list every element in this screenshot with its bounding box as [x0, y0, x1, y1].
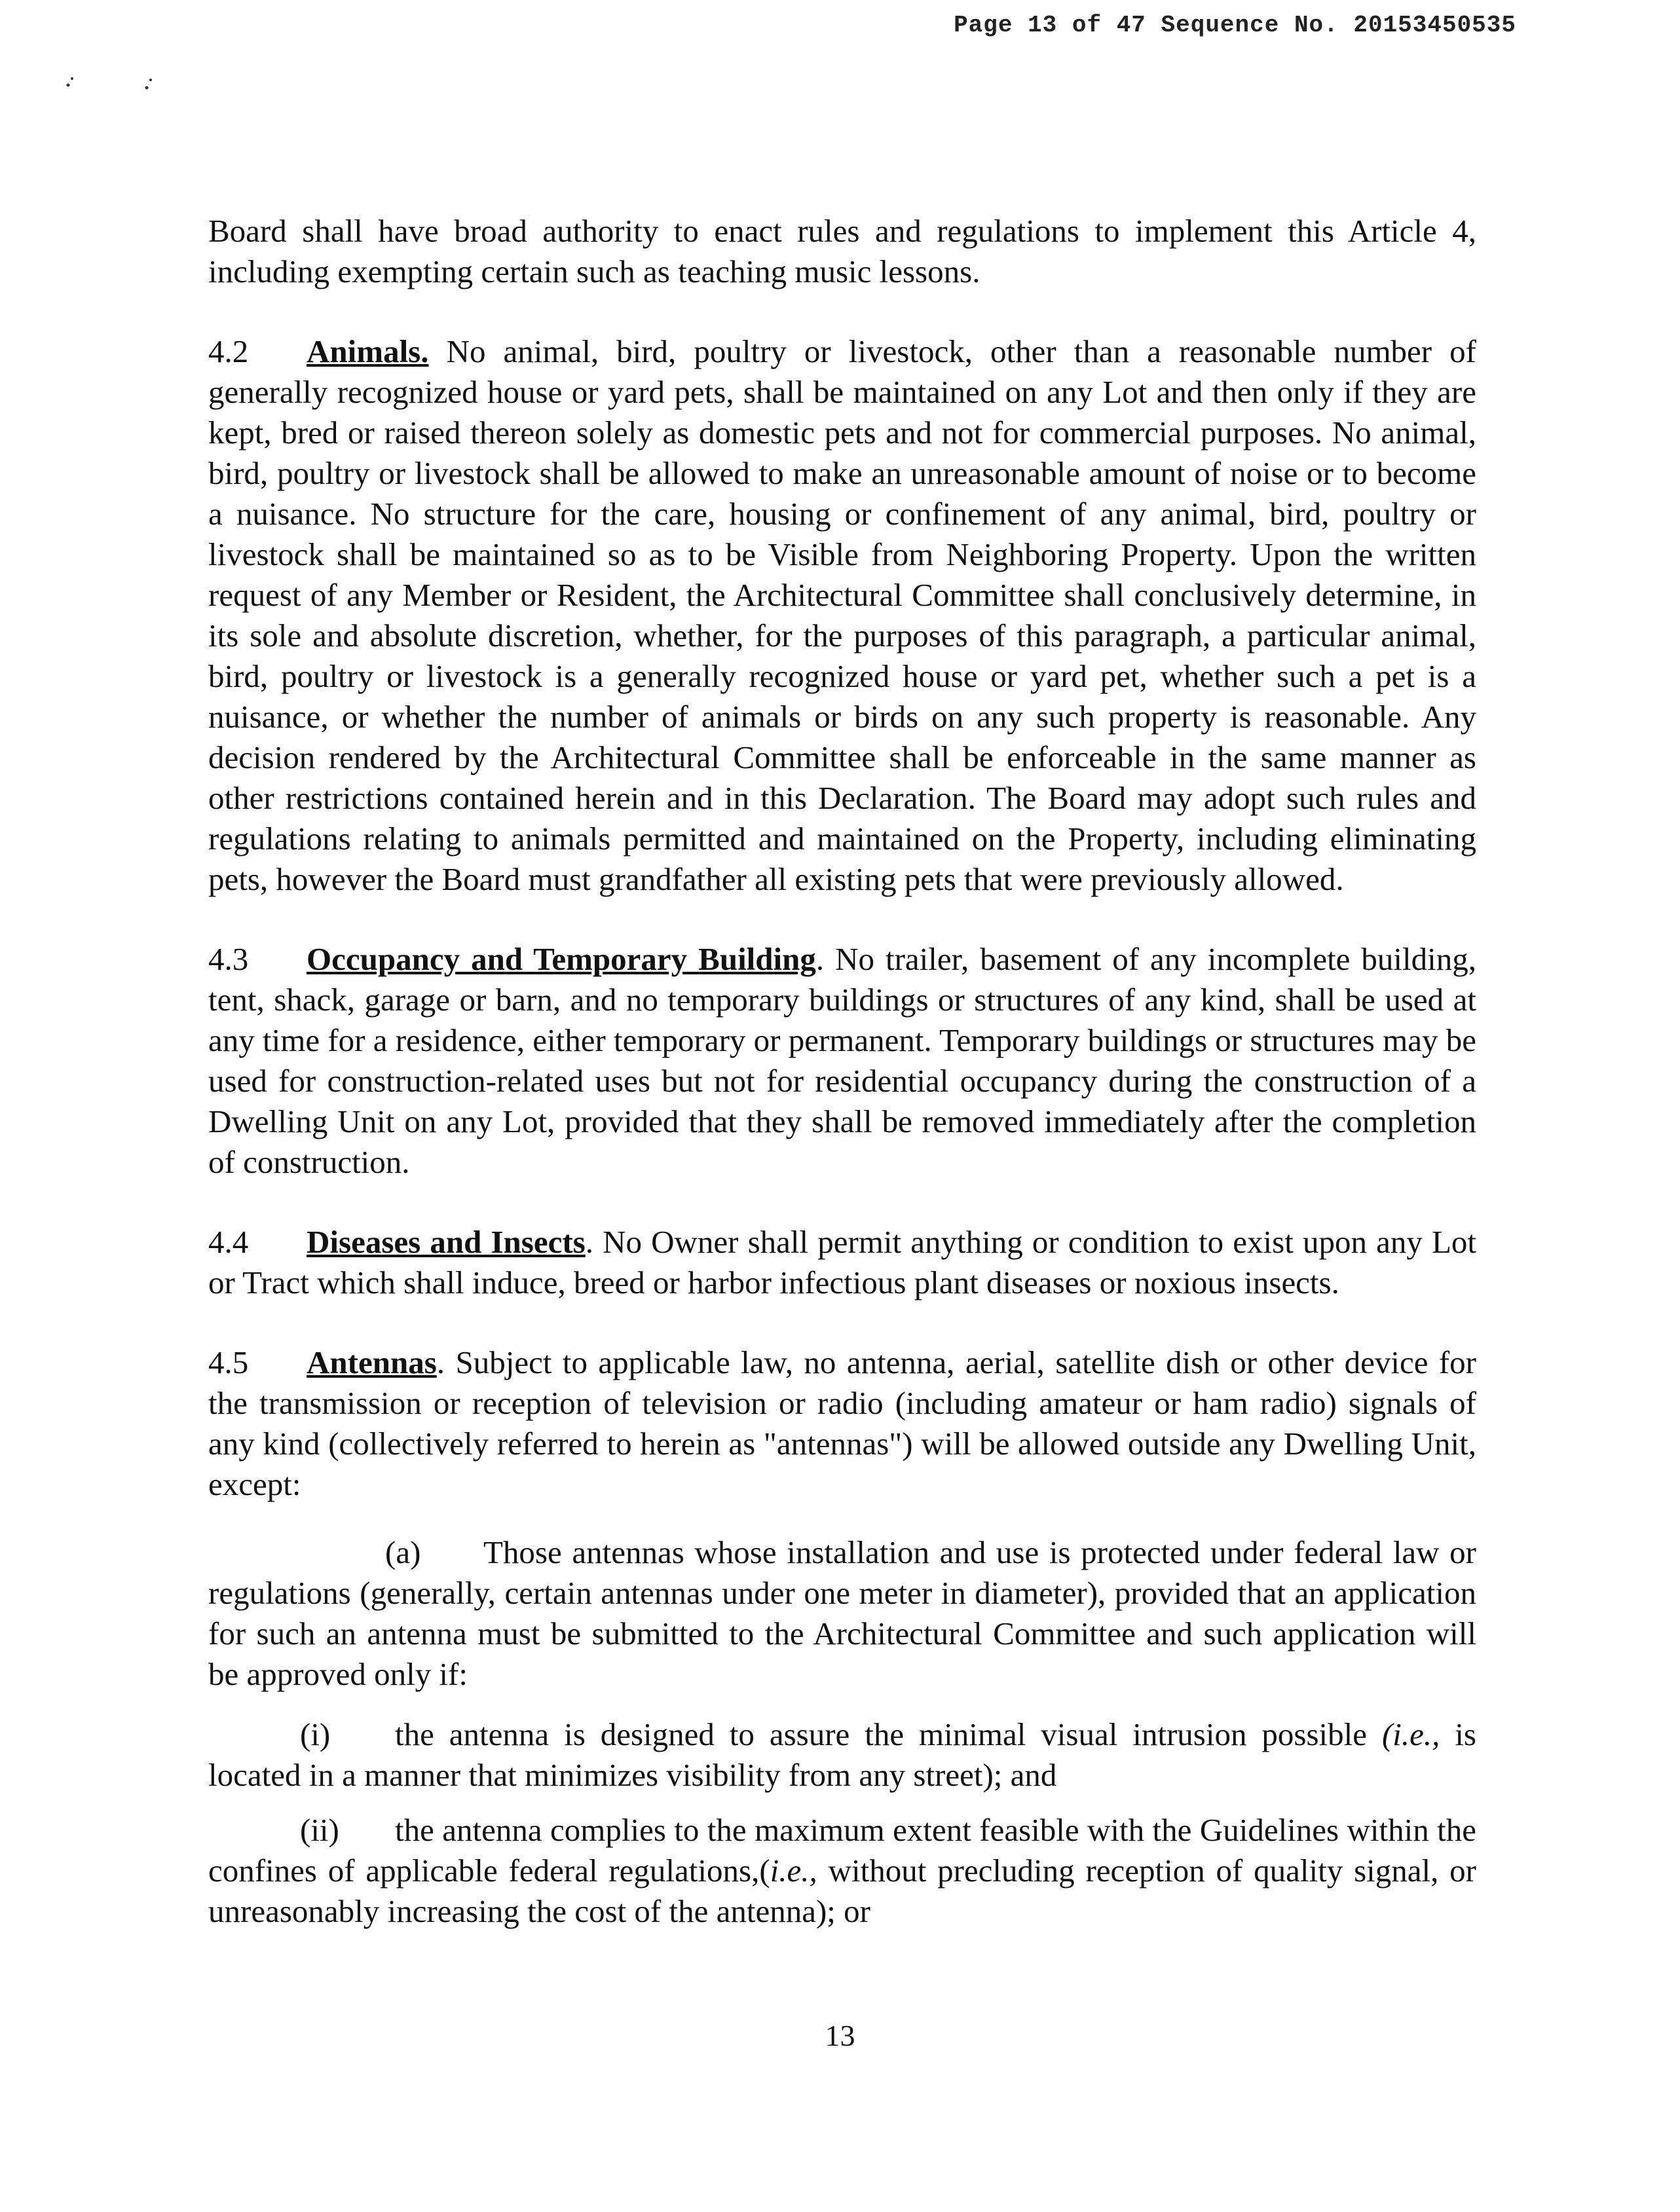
section-number: 4.3	[208, 941, 249, 977]
subitem-i	[208, 1714, 1476, 1796]
subitem-text: the antenna is designed to assure the minimal visual intrusion possible	[395, 1716, 1382, 1752]
section-body: . No Owner shall permit anything or condition to exist upon any Lot or Tract which shall induce, breed or harbor infectious plant diseases or noxious insects.	[208, 1224, 1476, 1300]
subitem-text: Those antennas whose installation and use is protected under federal law or regulations (generally, certain antennas under one meter in diameter), provided that an application for such an antenna must be submitted to the Architectural Committee and such application will be approved only if:	[208, 1534, 1476, 1692]
subitem-label: (i)	[300, 1716, 331, 1752]
section-4-5	[208, 1342, 1476, 1505]
subitem-ii	[208, 1810, 1476, 1932]
section-body: No animal, bird, poultry or livestock, other than a reasonable number of generally recognized house or yard pets, shall be maintained on any Lot and then only if they are kept, bred or raised thereon solely as domestic pets and not for commercial purposes. No animal, bird, poultry or livestock shall be allowed to make an unreasonable amount of noise or to become a nuisance. No structure for the care, housing or confinement of any animal, bird, poultry or livestock shall be maintained so as to be Visible from Neighboring Property. Upon the written request of any Member or Resident, the Architectural Committee shall conclusively determine, in its sole and absolute discretion, whether, for the purposes of this paragraph, a particular animal, bird, poultry or livestock is a generally recognized house or yard pet, whether such a pet is a nuisance, or whether the number of animals or birds on any such property is reasonable. Any decision rendered by the Architectural Committee shall be enforceable in the same manner as other restrictions contained herein and in this Declaration. The Board may adopt such rules and regulations relating to animals permitted and maintained on the Property, including eliminating pets, however the Board must grandfather all existing pets that were previously allowed.	[208, 333, 1476, 897]
section-number: 4.2	[208, 333, 249, 369]
scan-specks	[63, 64, 181, 97]
subitem-emphasis: i.e.,	[770, 1853, 817, 1889]
section-heading: Animals.	[307, 333, 429, 369]
section-heading: Antennas	[307, 1344, 437, 1380]
section-body: . No trailer, basement of any incomplete building, tent, shack, garage or barn, and no temporary buildings or structures of any kind, shall be used at any time for a residence, either temporary or permanent. Temporary buildings or structures may be used for construction-related uses but not for residential occupancy during the construction of a Dwelling Unit on any Lot, provided that they shall be removed immediately after the completion of construction.	[208, 941, 1476, 1180]
document-body	[208, 211, 1476, 1946]
subitem-label: (a)	[385, 1534, 421, 1570]
section-number: 4.5	[208, 1344, 249, 1380]
subitem-text: the antenna complies to the maximum extent feasible with the Guidelines within the confines of applicable federal regulations,(	[208, 1812, 1476, 1889]
subitem-text: is located in a manner that minimizes visibility from any street); and	[208, 1716, 1477, 1793]
subitem-label: (ii)	[300, 1812, 339, 1848]
section-4-2	[208, 331, 1476, 900]
section-number: 4.4	[208, 1224, 249, 1260]
page-number: 13	[825, 2019, 855, 2052]
intro-paragraph: Board shall have broad authority to enact rules and regulations to implement this Article 4, including exempting certain such as teaching music lessons.	[208, 213, 1476, 289]
section-4-3	[208, 939, 1476, 1183]
section-4-4	[208, 1222, 1476, 1303]
subitem-a	[208, 1532, 1476, 1695]
page-sequence-stamp: Page 13 of 47 Sequence No. 20153450535	[954, 12, 1516, 39]
section-body: . Subject to applicable law, no antenna, aerial, satellite dish or other device for the transmission or reception of television or radio (including amateur or ham radio) signals of any kind (collectively referred to herein as "antennas") will be allowed outside any Dwelling Unit, except:	[208, 1344, 1476, 1502]
subitem-emphasis: (i.e.,	[1381, 1716, 1440, 1752]
section-heading: Diseases and Insects	[307, 1224, 586, 1260]
section-heading: Occupancy and Temporary Building	[307, 941, 816, 977]
subitem-text: without precluding reception of quality signal, or unreasonably increasing the cost of the antenna); or	[208, 1853, 1476, 1929]
